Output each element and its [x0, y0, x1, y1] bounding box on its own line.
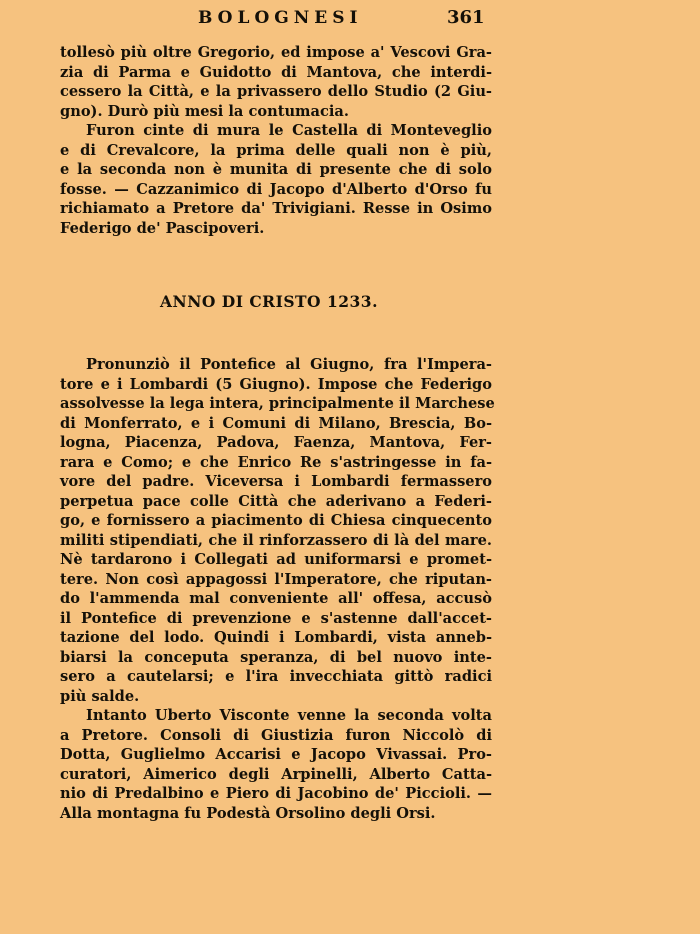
text-line: richiamato a Pretore da' Trivigiani. Resse in Osimo [60, 200, 492, 217]
page-number: 361 [447, 7, 485, 28]
text-line: biarsi la conceputa speranza, di bel nuovo inte- [60, 648, 492, 666]
text-line: il Pontefice di prevenzione e s'astenne dall'accet- [60, 609, 492, 627]
paragraph [60, 121, 492, 238]
text-line: più salde. [60, 687, 140, 705]
text-line: rara e Como; e che Enrico Re s'astringesse in fa- [60, 453, 492, 471]
paragraph [60, 43, 492, 121]
text-line: e di Crevalcore, la prima delle quali non è più, [60, 141, 492, 159]
year-heading: ANNO DI CRISTO 1233. [160, 292, 378, 311]
text-line: cessero la Città, e la privassero dello Studio (2 Giu- [60, 83, 492, 100]
text-line: Furon cinte di mura le Castella di Monteveglio [86, 122, 492, 139]
text-line: perpetua pace colle Città che aderivano a Federi- [60, 492, 492, 510]
text-line: go, e fornissero a piacimento di Chiesa cinquecento [60, 512, 492, 529]
text-line: Federigo de' Pascipoveri. [60, 219, 265, 237]
text-line: Dotta, Guglielmo Accarisi e Jacopo Vivassai. Pro- [60, 746, 492, 763]
text-line: nio di Predalbino e Piero di Jacobino de' Piccioli. — [60, 785, 492, 802]
text-line: tere. Non così appagossi l'Imperatore, che riputan- [60, 570, 492, 588]
text-line: zia di Parma e Guidotto di Mantova, che interdi- [60, 63, 492, 81]
paragraph [60, 706, 492, 823]
paragraph [60, 355, 495, 706]
text-line: a Pretore. Consoli di Giustizia furon Niccolò di [60, 726, 492, 744]
top-text-block [60, 43, 492, 238]
text-line: sero a cautelarsi; e l'ira invecchiata gittò radici [60, 668, 492, 685]
running-head: BOLOGNESI [198, 8, 363, 28]
text-line: Intanto Uberto Visconte venne la seconda volta [86, 707, 492, 724]
main-text-block [60, 355, 495, 823]
text-line: logna, Piacenza, Padova, Faenza, Mantova, Fer- [60, 434, 492, 451]
text-line: Nè tardarono i Collegati ad uniformarsi e promet- [60, 551, 492, 568]
text-line: fosse. — Cazzanimico di Jacopo d'Alberto d'Orso fu [60, 180, 492, 198]
text-line: tollesò più oltre Gregorio, ed impose a' Vescovi Gra- [60, 44, 492, 61]
text-line: Pronunziò il Pontefice al Giugno, fra l'Impera- [86, 356, 492, 373]
text-line: e la seconda non è munita di presente che di solo [60, 161, 492, 178]
text-line: do l'ammenda mal conveniente all' offesa, accusò [60, 590, 492, 607]
text-line: Alla montagna fu Podestà Orsolino degli Orsi. [60, 804, 436, 822]
text-line: tazione del lodo. Quindi i Lombardi, vista anneb- [60, 629, 492, 646]
text-line: curatori, Aimerico degli Arpinelli, Alberto Catta- [60, 765, 492, 783]
text-line: assolvesse la lega intera, principalmente il Marchese [60, 395, 495, 412]
text-line: militi stipendiati, che il rinforzassero di là del mare. [60, 531, 492, 549]
text-line: vore del padre. Viceversa i Lombardi fermassero [60, 473, 492, 490]
text-line: gno). Durò più mesi la contumacia. [60, 102, 349, 120]
text-line: di Monferrato, e i Comuni di Milano, Brescia, Bo- [60, 414, 492, 432]
text-line: tore e i Lombardi (5 Giugno). Impose che Federigo [60, 375, 492, 393]
